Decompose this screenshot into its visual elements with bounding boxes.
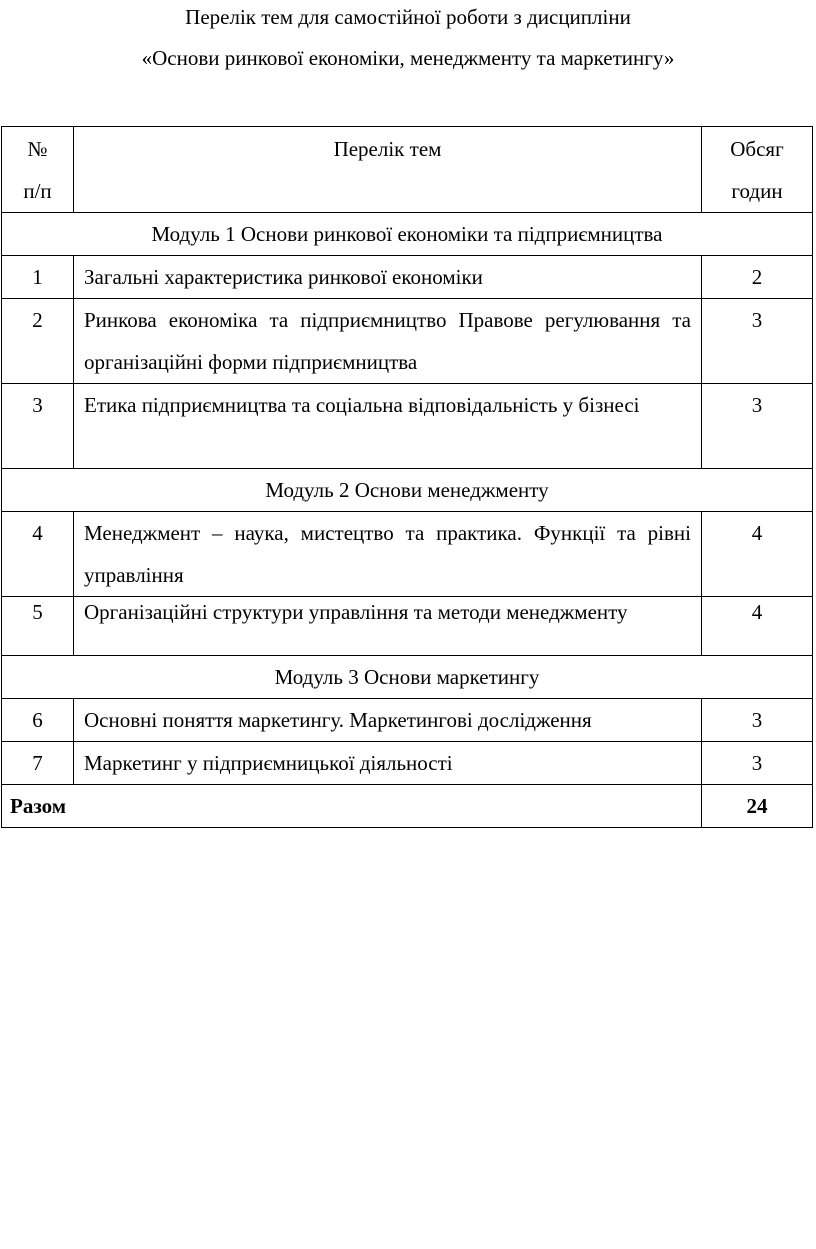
total-hours: 24	[702, 785, 813, 828]
row-topic: Організаційні структури управління та методи менеджменту	[74, 597, 702, 656]
module-title: Модуль 3 Основи маркетингу	[2, 656, 813, 699]
row-number: 4	[2, 512, 74, 597]
total-row	[2, 785, 813, 828]
module-row	[2, 469, 813, 512]
row-number: 6	[2, 699, 74, 742]
row-hours: 3	[702, 384, 813, 469]
table-header-row	[2, 127, 813, 213]
row-number: 5	[2, 597, 74, 656]
header-num-abbr: п/п	[23, 179, 52, 203]
total-label: Разом	[2, 785, 702, 828]
module-title: Модуль 1 Основи ринкової економіки та підприємництва	[2, 213, 813, 256]
row-number: 3	[2, 384, 74, 469]
header-num-cell	[2, 127, 74, 213]
row-topic: Етика підприємництва та соціальна відповідальність у бізнесі	[74, 384, 702, 469]
table-row	[2, 742, 813, 785]
header-topics-cell	[74, 127, 702, 213]
table-row	[2, 512, 813, 597]
header-hours-cell	[702, 127, 813, 213]
header-num-symbol: №	[27, 137, 48, 161]
table-row	[2, 299, 813, 384]
table-row	[2, 384, 813, 469]
row-number: 1	[2, 256, 74, 299]
row-topic: Основні поняття маркетингу. Маркетингові дослідження	[74, 699, 702, 742]
table-row	[2, 256, 813, 299]
row-topic: Ринкова економіка та підприємництво Правове регулювання та організаційні форми підприємництва	[74, 299, 702, 384]
row-hours: 3	[702, 742, 813, 785]
topics-table	[1, 126, 813, 828]
module-row	[2, 656, 813, 699]
document-title-line-1: Перелік тем для самостійної роботи з дисципліни	[185, 5, 631, 29]
row-hours: 4	[702, 597, 813, 656]
table-row	[2, 699, 813, 742]
row-hours: 3	[702, 299, 813, 384]
row-number: 7	[2, 742, 74, 785]
table-row	[2, 597, 813, 656]
header-hours-line-1: Обсяг	[730, 137, 784, 161]
module-title: Модуль 2 Основи менеджменту	[2, 469, 813, 512]
header-topics-label: Перелік тем	[333, 137, 442, 161]
header-hours-line-2: годин	[731, 179, 783, 203]
row-hours: 3	[702, 699, 813, 742]
row-number: 2	[2, 299, 74, 384]
row-hours: 2	[702, 256, 813, 299]
row-hours: 4	[702, 512, 813, 597]
row-topic: Загальні характеристика ринкової економіки	[74, 256, 702, 299]
row-topic: Маркетинг у підприємницької діяльності	[74, 742, 702, 785]
document-title-line-2: «Основи ринкової економіки, менеджменту та маркетингу»	[141, 46, 675, 70]
row-topic: Менеджмент – наука, мистецтво та практика. Функції та рівні управління	[74, 512, 702, 597]
module-row	[2, 213, 813, 256]
